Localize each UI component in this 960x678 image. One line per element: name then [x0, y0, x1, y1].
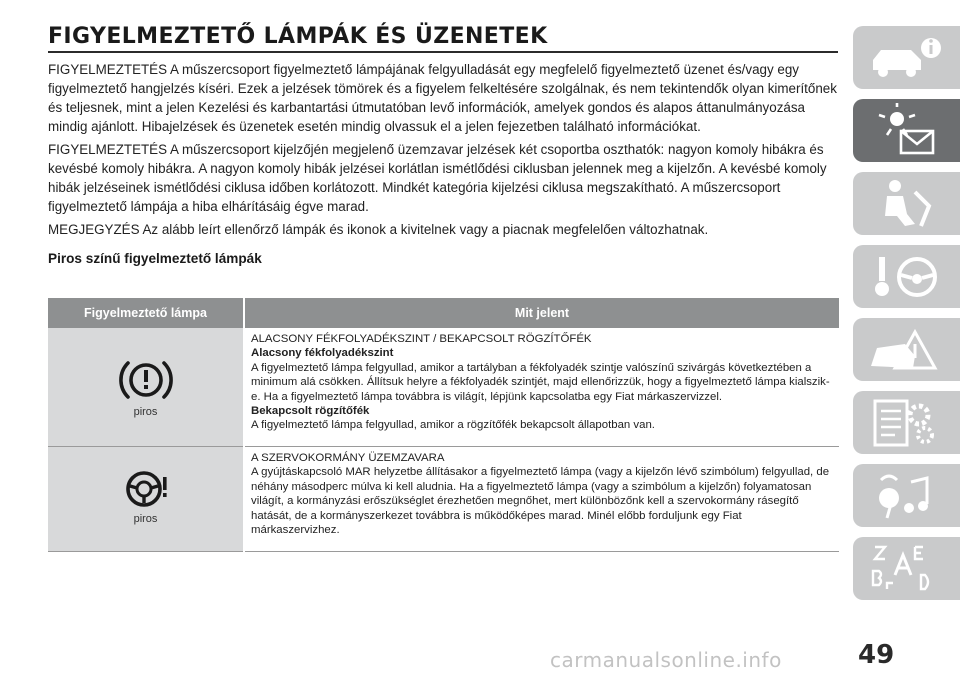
header-lamp: Figyelmeztető lámpa [48, 298, 244, 328]
lamp-title: A SZERVOKORMÁNY ÜZEMZAVARA [251, 452, 445, 464]
sub-text: A figyelmeztető lámpa felgyullad, amikor a rögzítőfék bekapcsolt állapotban van. [251, 419, 655, 432]
emergency-icon [865, 322, 945, 378]
note-paragraph: MEGJEGYZÉS Az alább leírt ellenőrző lámpák és ikonok a kivitelnek vagy a piacnak megfelelően változhatnak. [48, 222, 709, 237]
tab-emergency[interactable] [853, 318, 960, 381]
tab-safety[interactable] [853, 172, 960, 235]
lamp-cell [48, 447, 244, 552]
index-icon [865, 541, 945, 597]
table-row [48, 447, 839, 552]
lamp-cell [48, 328, 244, 447]
car-info-icon [865, 30, 945, 86]
warning-paragraph-1: FIGYELMEZTETÉS A műszercsoport figyelmeztető lámpájának felgyulladását egy megfelelő figyelmeztető üzenet és/vagy egy figyelmeztető hangjelzés kíséri. Ezek a jelzések tömörek és a figyelem felkeltésére szolgálnak, és nem tekintendők olyan kimerítőnek és teljesnek, mint a jelen Kezelési és karbantartási útmutatóban levő információk, amelyek gondos és alapos áttanulmányozása mindig ajánlott. Hibajelzések és üzenetek esetén mindig olvassuk el a jelen fejezetben található információkat. [48, 62, 837, 134]
page-number: 49 [858, 640, 895, 670]
multimedia-icon [865, 468, 945, 524]
starting-driving-icon [865, 249, 945, 305]
safety-airbag-icon [865, 176, 945, 232]
maintenance-icon [865, 395, 945, 451]
lamp-text: A gyújtáskapcsoló MAR helyzetbe állításakor a figyelmeztető lámpa (vagy a kijelzőn lévő szimbólum) felgyullad, de néhány másodperc múlva ki kell aludnia. Ha a figyelmeztető lámpa (vagy a szimbólum a kijelzőn) folyamatosan világít, a kormányzási erőszükséglet érezhetően megnőhet, mert különbözőnk kell a szervokormány rásegítő hatását, de a kormányszerkezet továbbra is működőképes marad. Minél előbb forduljunk egy Fiat márkaszervizhez. [251, 466, 830, 537]
section-heading: Piros színű figyelmeztető lámpák [48, 251, 262, 266]
warning-lights-table [48, 298, 839, 552]
lamp-title: ALACSONY FÉKFOLYADÉKSZINT / BEKAPCSOLT RÖGZÍTŐFÉK [251, 333, 592, 345]
tab-starting-driving[interactable] [853, 245, 960, 308]
sub-heading: Bekapcsolt rögzítőfék [251, 405, 370, 418]
tab-maintenance[interactable] [853, 391, 960, 454]
page-title: FIGYELMEZTETŐ LÁMPÁK ÉS ÜZENETEK [48, 24, 838, 53]
lamp-color-label: piros [133, 513, 158, 525]
power-steering-warning-icon [120, 465, 172, 513]
brake-warning-icon [118, 354, 174, 406]
tab-index[interactable] [853, 537, 960, 600]
table-header-row [48, 298, 839, 328]
intro-text [48, 60, 840, 243]
tab-multimedia[interactable] [853, 464, 960, 527]
description-cell [244, 328, 839, 447]
description-cell [244, 447, 839, 552]
table-row [48, 328, 839, 447]
header-meaning: Mit jelent [244, 298, 839, 328]
sub-text: A figyelmeztető lámpa felgyullad, amikor a tartályban a fékfolyadék szintje valószínű szivárgás következtében a minimum alá csökken. Állítsuk helyre a fékfolyadék szintjét, majd ellenőrizzük, hogy a figyelmeztető lámpa kialszik-e. Ha a figyelmeztető lámpa továbbra is világít, lépjünk kapcsolatba egy Fiat márkaszervizzel. [251, 361, 830, 403]
tab-warning-lights[interactable] [853, 99, 960, 162]
warning-paragraph-2: FIGYELMEZTETÉS A műszercsoport kijelzőjén megjelenő üzemzavar jelzések két csoportba oszthatók: nagyon komoly hibákra és kevésbé komoly hibákra. A nagyon komoly hibák jelzései korlátlan ismétlődési ciklusban jelennek meg a kijelzőn. A kevésbé komoly hibák jelzéseinek ismétlődési ciklusa időben korlátozott. Mindkét kategória kijelzési ciklusa megszakítható. A műszercsoport figyelmeztető lámpája a hiba elhárításáig égve marad. [48, 142, 827, 214]
warning-lights-messages-icon [865, 103, 945, 159]
watermark: carmanualsonline.info [550, 648, 782, 672]
sub-heading: Alacsony fékfolyadékszint [251, 347, 394, 360]
tab-car-info[interactable] [853, 26, 960, 89]
chapter-tabs [853, 26, 960, 610]
lamp-color-label: piros [133, 406, 158, 418]
